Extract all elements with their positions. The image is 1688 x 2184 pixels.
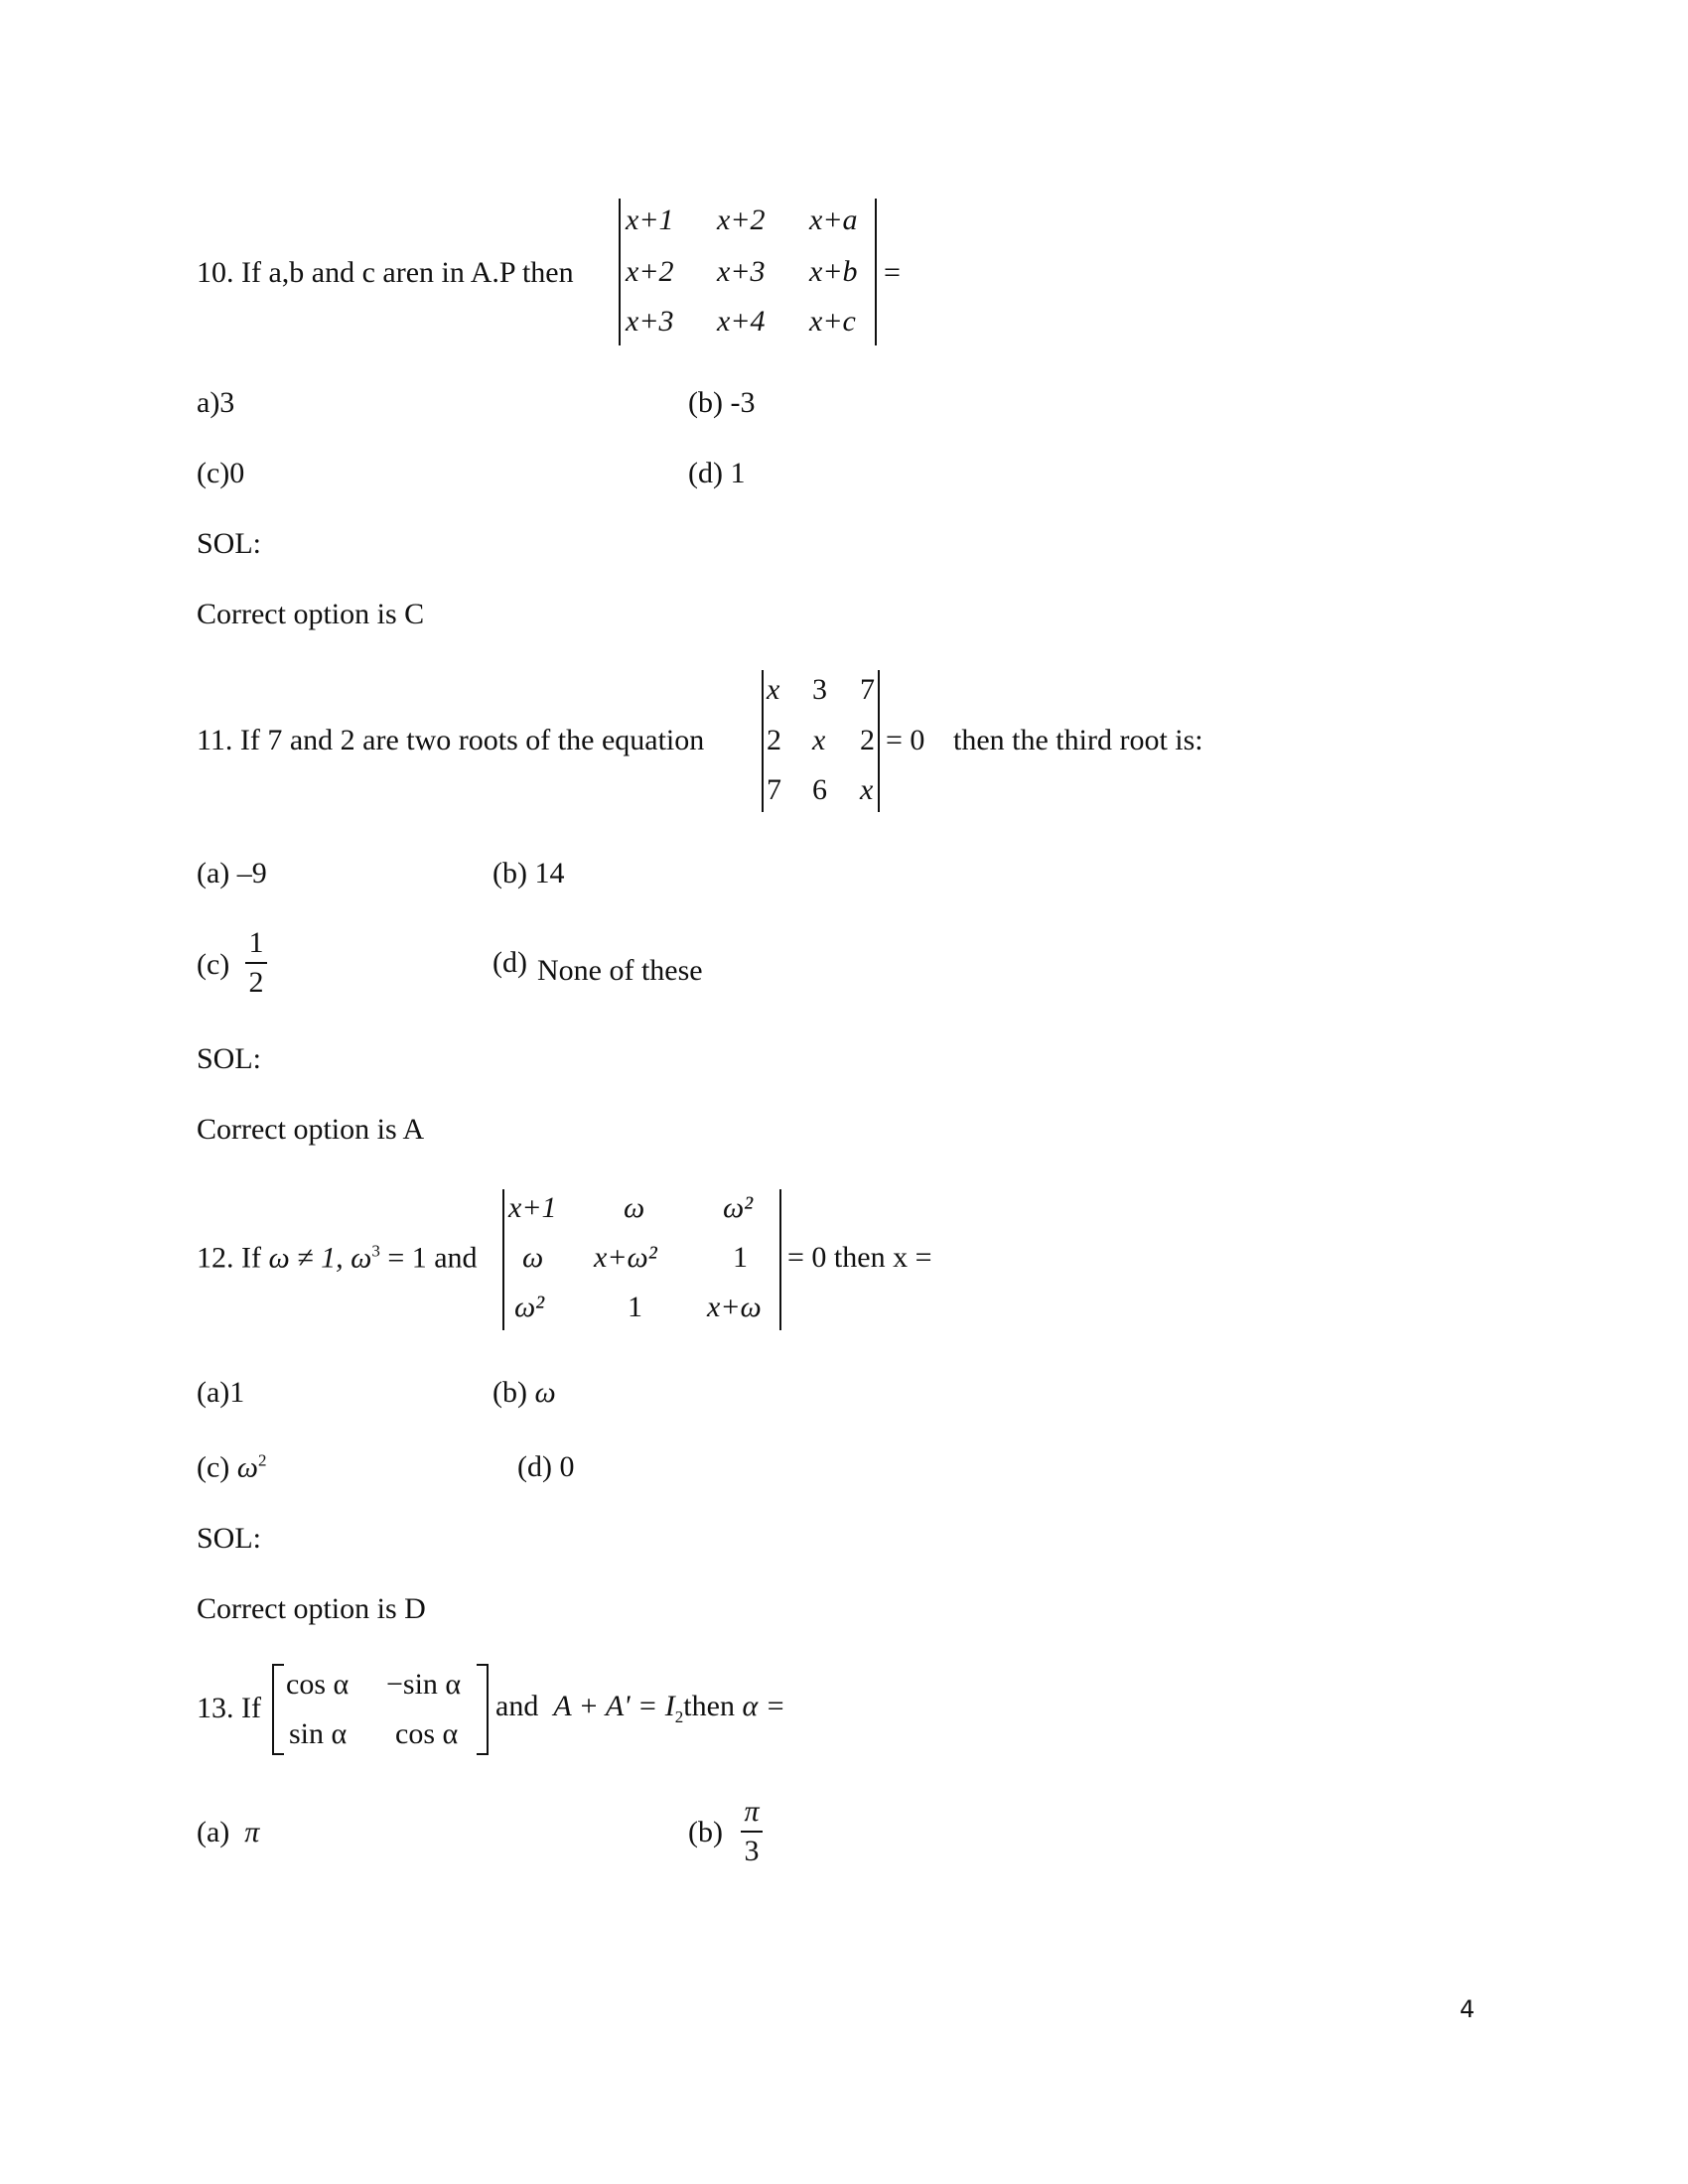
q13-alpha-eq: α = [742,1690,785,1722]
q12-det-right-bar [779,1189,781,1330]
option-label: (c) [197,1450,230,1484]
q12-condition: ω ≠ 1, ω [268,1241,372,1275]
q13-stem: 13. If [197,1692,261,1724]
q12-option-d: (d) 0 [517,1450,575,1483]
q12-m-0-2: ω² [723,1191,754,1224]
q13-expression: A + A' = I [553,1690,675,1722]
q13-m-0-0: cos α [286,1668,350,1701]
q12-sol: SOL: [197,1522,262,1555]
q10-equals: = [884,256,901,289]
q11-answer: Correct option is A [197,1113,425,1146]
q13-then: then [683,1690,735,1722]
q12-m-2-1: 1 [628,1291,642,1323]
q12-det-left-bar [502,1189,504,1330]
q12-m-1-0: ω [522,1241,544,1274]
q11-m-1-1: x [812,724,826,756]
q10-m-0-2: x+a [809,204,858,236]
option-exponent: 2 [257,1450,267,1470]
option-value: ω [236,1450,258,1484]
q13-and: and [495,1690,539,1722]
q10-option-c: (c)0 [197,457,245,489]
q11-m-0-1: 3 [812,673,827,706]
q13-m-1-0: sin α [289,1717,348,1750]
q11-eq-zero: = 0 [886,724,925,756]
q12-answer: Correct option is D [197,1592,426,1625]
q10-m-0-1: x+2 [717,204,766,236]
q12-m-0-1: ω [624,1191,645,1224]
fraction-line [245,962,267,964]
q12-m-0-0: x+1 [508,1191,557,1224]
q12-tail: = 0 then x = [787,1241,932,1274]
q10-option-b: (b) -3 [688,386,756,419]
q10-det-left-bar [619,199,621,345]
q13-option-a [197,1818,259,1847]
fraction-line [741,1831,763,1833]
q11-det-right-bar [878,670,880,812]
q13-subscript: 2 [674,1707,684,1726]
q10-m-1-1: x+3 [717,255,766,288]
q11-option-a: (a) –9 [197,857,267,889]
q11-tail: then the third root is: [953,724,1203,756]
q11-m-2-1: 6 [812,773,827,806]
q11-m-2-0: 7 [767,773,781,806]
option-label: (a) [197,1816,230,1848]
q11-option-d-label: (d) [492,946,527,979]
q11-option-d-text: None of these [537,954,703,987]
q10-m-2-0: x+3 [626,305,674,338]
q13-m-1-1: cos α [395,1717,459,1750]
option-value: ω [534,1376,556,1409]
q12-m-1-1: x+ω² [594,1241,657,1274]
q13-option-b: (b) [688,1816,723,1848]
q13-tail [495,1692,785,1725]
q10-option-a: a)3 [197,386,235,419]
q11-option-c-fraction [245,928,267,998]
q10-det-right-bar [875,199,877,345]
q13-m-0-1: −sin α [386,1668,462,1701]
q10-sol: SOL: [197,527,262,560]
fraction-numerator: 1 [248,926,264,959]
q12-condition-rest: = 1 and [379,1241,478,1275]
q11-m-0-2: 7 [860,673,875,706]
q13-right-bracket [477,1664,489,1755]
q10-answer: Correct option is C [197,598,425,630]
q13-option-b-fraction [741,1797,763,1866]
q10-m-2-2: x+c [809,305,856,338]
q10-option-d: (d) 1 [688,457,746,489]
q11-option-b: (b) 14 [492,857,565,889]
q12-m-1-2: 1 [733,1241,748,1274]
q12-m-2-2: x+ω [707,1291,762,1323]
q11-m-1-2: 2 [860,724,875,756]
q11-m-1-0: 2 [767,724,781,756]
q12-m-2-0: ω² [514,1291,545,1323]
fraction-numerator: π [744,1795,760,1828]
q12-option-a: (a)1 [197,1376,245,1409]
q11-det-left-bar [762,670,764,812]
option-value: π [244,1816,260,1848]
q11-option-c: (c) [197,948,230,981]
q10-m-2-1: x+4 [717,305,766,338]
q12-option-c [197,1452,266,1483]
q10-m-1-2: x+b [809,255,858,288]
fraction-denominator: 3 [744,1835,760,1867]
q12-option-b [492,1378,556,1408]
q12-stem [197,1243,478,1274]
page-number: 4 [1460,1995,1476,2023]
q11-stem: 11. If 7 and 2 are two roots of the equation [197,724,705,756]
q10-stem: 10. If a,b and c aren in A.P then [197,256,574,289]
fraction-denominator: 2 [248,966,264,999]
q10-m-0-0: x+1 [626,204,674,236]
q12-cube: 3 [371,1241,380,1261]
q11-m-2-2: x [860,773,874,806]
option-label: (b) [492,1376,527,1409]
q11-m-0-0: x [767,673,780,706]
q12-if: 12. If [197,1241,261,1275]
q13-left-bracket [272,1664,284,1755]
q10-m-1-0: x+2 [626,255,674,288]
q11-sol: SOL: [197,1042,262,1075]
